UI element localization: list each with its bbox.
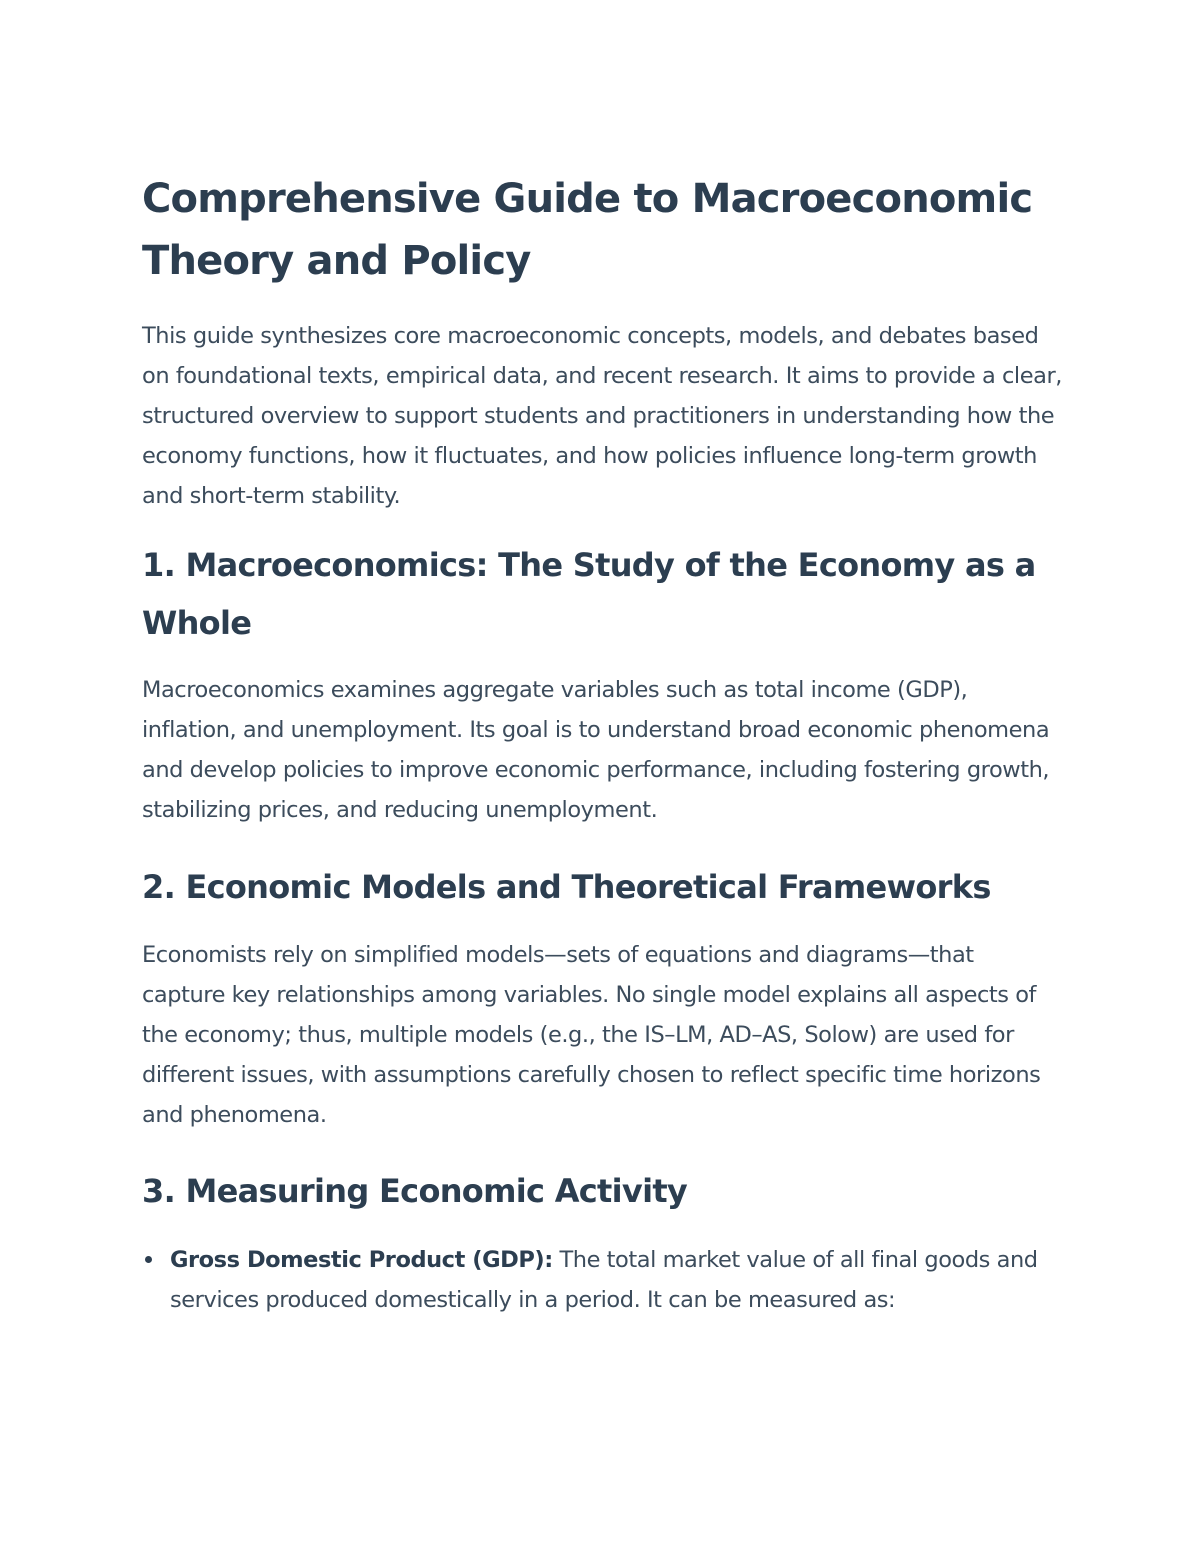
section-heading-measuring-activity: 3. Measuring Economic Activity bbox=[142, 1172, 688, 1210]
list-item-term: Gross Domestic Product (GDP): bbox=[170, 1247, 553, 1273]
list-item-text: The total market value of all final goods and services produced domestically in a period. It can be measured as: bbox=[170, 1247, 1038, 1313]
section-heading-economic-models: 2. Economic Models and Theoretical Frameworks bbox=[142, 868, 991, 906]
intro-paragraph: This guide synthesizes core macroeconomic concepts, models, and debates based on foundational texts, empirical data, and recent research. It aims to provide a clear, structured overview to support students and practitioners in understanding how the economy functions, how it fluctuates, and how policies influence long-term growth and short-term stability. bbox=[142, 323, 1062, 509]
document-page bbox=[142, 168, 1062, 1320]
document-title: Comprehensive Guide to Macroeconomic Theory and Policy bbox=[142, 176, 1033, 284]
list-item bbox=[142, 1240, 1062, 1320]
section-heading-macroeconomics: 1. Macroeconomics: The Study of the Economy as a Whole bbox=[142, 546, 1036, 642]
measuring-activity-list bbox=[142, 1240, 1062, 1320]
bullet-icon bbox=[145, 1256, 152, 1263]
section-body-macroeconomics: Macroeconomics examines aggregate variables such as total income (GDP), inflation, and unemployment. Its goal is to understand broad economic phenomena and develop policies to improve economic performance, including fostering growth, stabilizing prices, and reducing unemployment. bbox=[142, 677, 1050, 823]
section-body-economic-models: Economists rely on simplified models—sets of equations and diagrams—that capture key relationships among variables. No single model explains all aspects of the economy; thus, multiple models (e.g., the IS–LM, AD–AS, Solow) are used for different issues, with assumptions carefully chosen to reflect specific time horizons and phenomena. bbox=[142, 942, 1041, 1128]
